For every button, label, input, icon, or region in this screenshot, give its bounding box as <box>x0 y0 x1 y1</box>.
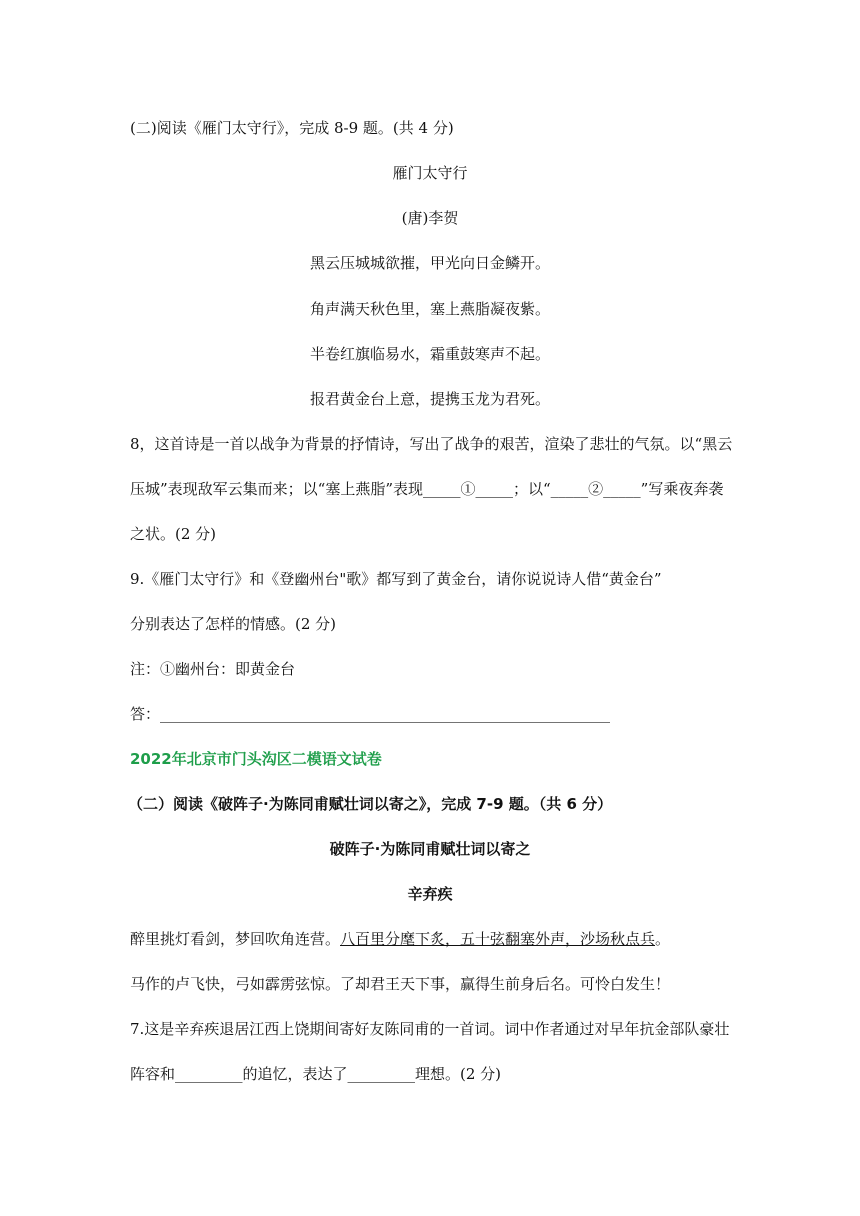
question-8-line: 之状。(2 分) <box>130 525 217 543</box>
question-8-line: 压城”表现敌军云集而来；以“塞上燕脂”表现_____①_____；以“_____②_____”写乘夜奔袭 <box>130 480 724 498</box>
footnote: 注：①幽州台：即黄金台 <box>130 660 296 678</box>
question-8-line: 8，这首诗是一首以战争为背景的抒情诗，写出了战争的艰苦，渲染了悲壮的气氛。以“黑云 <box>130 435 733 453</box>
section-heading: （二）阅读《破阵子·为陈同甫赋壮词以寄之》，完成 7-9 题。（共 6 分） <box>128 795 613 813</box>
poem-line: 报君黄金台上意，提携玉龙为君死。 <box>309 390 550 408</box>
poem-title: 雁门太守行 <box>392 164 468 182</box>
answer-blank: ____________________________________________________________ <box>160 705 611 723</box>
poem-line: 马作的卢飞快，弓如霹雳弦惊。了却君王天下事，赢得生前身后名。可怜白发生！ <box>130 975 671 993</box>
question-7-line: 阵容和_________的追忆，表达了_________理想。(2 分) <box>130 1065 502 1083</box>
underlined-poem-text: 八百里分麾下炙，五十弦翻塞外声，沙场秋点兵 <box>340 930 656 948</box>
question-9-line: 9.《雁门太守行》和《登幽州台"歌》都写到了黄金台，请你说说诗人借“黄金台” <box>130 570 662 588</box>
poem-line: 黑云压城城欲摧，甲光向日金鳞开。 <box>309 254 550 272</box>
section-heading: (二)阅读《雁门太守行》，完成 8-9 题。(共 4 分) <box>130 119 454 137</box>
question-9-line: 分别表达了怎样的情感。(2 分) <box>130 615 337 633</box>
poem-author: 辛弃疾 <box>407 885 453 903</box>
poem-title: 破阵子·为陈同甫赋壮词以寄之 <box>329 840 531 858</box>
exam-title: 2022年北京市门头沟区二模语文试卷 <box>130 750 382 768</box>
poem-text: 醉里挑灯看剑，梦回吹角连营。 <box>130 930 341 948</box>
poem-line: 角声满天秋色里，塞上燕脂凝夜紫。 <box>309 300 550 318</box>
answer-label: 答： <box>130 705 161 723</box>
poem-line <box>130 929 670 949</box>
poem-text: 。 <box>655 930 671 948</box>
answer-line <box>130 704 610 724</box>
poem-author: (唐)李贺 <box>401 209 459 227</box>
poem-line: 半卷红旗临易水，霜重鼓寒声不起。 <box>309 345 550 363</box>
question-7-line: 7.这是辛弃疾退居江西上饶期间寄好友陈同甫的一首词。词中作者通过对早年抗金部队豪壮 <box>130 1020 730 1038</box>
